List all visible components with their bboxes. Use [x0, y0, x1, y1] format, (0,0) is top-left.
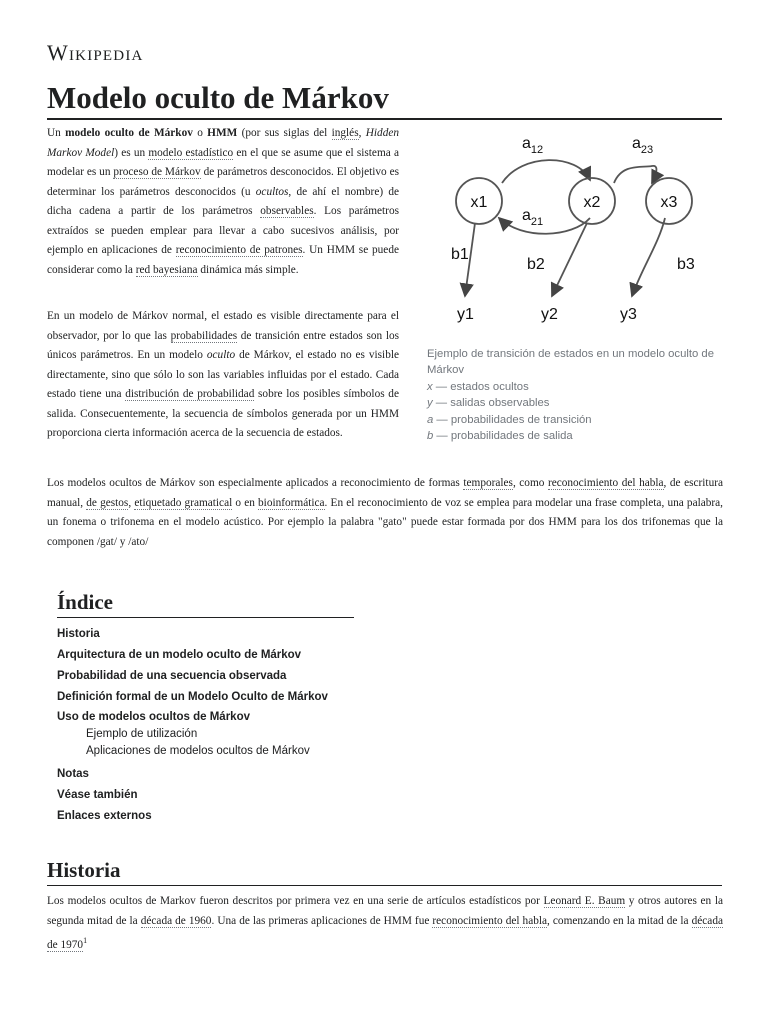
figure-caption: Ejemplo de transición de estados en un modelo oculto de Márkov x — estados ocultos y — salidas observables a — probabilidades de transición b — probabilidades de salida: [427, 346, 723, 444]
caption-item: x — estados ocultos: [427, 380, 529, 393]
transition-a21-label: $a_{21}$: [522, 207, 544, 228]
state-x1-label: x1: [470, 194, 488, 211]
transition-a23-label: $a_{23}$: [632, 135, 654, 156]
output-y3-label: y3: [620, 306, 637, 323]
reference-1[interactable]: 1: [83, 936, 88, 945]
link-reconocimiento-patrones[interactable]: reconocimiento de patrones: [175, 244, 303, 256]
link-observables[interactable]: observables: [260, 205, 314, 217]
hmm-figure: [427, 128, 723, 444]
toc-item-definicion[interactable]: Definición formal de un Modelo Oculto de Márkov: [57, 691, 328, 703]
link-decada-1960[interactable]: década de 1960: [140, 914, 212, 927]
link-temporales[interactable]: temporales: [463, 477, 513, 489]
second-paragraph: En un modelo de Márkov normal, el estado es visible directamente para el observador, por lo que las probabilidades de transición entre estados son los únicos parámetros. En un modelo oculto de Márkov, el estado no es visible directamente, sino que sólo lo son las variables influidas por el estado. Cada estado tiene una distribución de probabilidad sobre los posibles símbolos de salida. Consecuentemente, la secuencia de símbolos generada por un HMM proporciona cierta información acerca de la secuencia de estados.: [47, 310, 400, 439]
toc-item-historia[interactable]: Historia: [57, 628, 100, 640]
link-proceso-markov[interactable]: proceso de Márkov: [113, 166, 201, 178]
toc-subitem-ejemplo[interactable]: Ejemplo de utilización: [86, 728, 198, 740]
toc-title: Índice: [57, 590, 354, 618]
link-modelo-estadistico[interactable]: modelo estadístico: [148, 146, 234, 159]
link-decada-1970[interactable]: década de 1970: [47, 914, 723, 951]
output-y1-label: y1: [457, 306, 474, 323]
third-paragraph: Los modelos ocultos de Márkov son especialmente aplicados a reconocimiento de formas temporales, como reconocimiento del habla, de escritura manual, de gestos, etiquetado gramatical o en bioinformática. En el reconocimiento de voz se emplea para modelar una frase completa, una palabra, un fonema o trifonema en el modelo acústico. Por ejemplo la palabra "gato" puede estar formada por dos HMM para los dos trifonemas que la componen /gat/ y /ato/: [47, 477, 723, 548]
toc-subitem-aplicaciones[interactable]: Aplicaciones de modelos ocultos de Márkov: [86, 745, 310, 757]
toc-item-uso[interactable]: Uso de modelos ocultos de Márkov: [57, 711, 250, 723]
link-leonard-baum[interactable]: Leonard E. Baum: [543, 895, 626, 907]
state-x3-label: x3: [660, 194, 678, 211]
toc-item-notas[interactable]: Notas: [57, 768, 89, 780]
intro-paragraph: Un modelo oculto de Márkov o HMM (por sus siglas del inglés, Hidden Markov Model) es un modelo estadístico en el que se asume que el sistema a modelar es un proceso de Márkov de parámetros desconocidos. El objetivo es determinar los parámetros desconocidos (u ocultos, de ahí el nombre) de dicha cadena a partir de los parámetros observables. Los parámetros extraídos se pueden emplear para llevar a cabo sucesivos análisis, por ejemplo en aplicaciones de reconocimiento de patrones. Un HMM se puede considerar como la red bayesiana dinámica más simple.: [47, 127, 400, 276]
link-etiquetado-gramatical[interactable]: etiquetado gramatical: [134, 496, 233, 509]
toc-item-probabilidad[interactable]: Probabilidad de una secuencia observada: [57, 670, 287, 682]
link-bioinformatica[interactable]: bioinformática: [258, 496, 325, 509]
link-ingles[interactable]: inglés: [331, 127, 359, 139]
hmm-diagram[interactable]: [427, 128, 723, 338]
caption-item: b — probabilidades de salida: [427, 430, 573, 443]
link-reconocimiento-habla[interactable]: reconocimiento del habla: [547, 477, 664, 489]
emission-b2-label: b2: [527, 256, 545, 273]
abbr-bold: HMM: [207, 127, 238, 139]
link-distribucion-probabilidad[interactable]: distribución de probabilidad: [125, 388, 255, 400]
term-bold: modelo oculto de Márkov: [65, 127, 193, 139]
toc-item-vease[interactable]: Véase también: [57, 789, 138, 801]
section-heading-historia: Historia: [47, 856, 722, 886]
caption-item: y — salidas observables: [427, 397, 550, 410]
link-probabilidades[interactable]: probabilidades: [170, 329, 238, 342]
toc-item-arquitectura[interactable]: Arquitectura de un modelo oculto de Márkov: [57, 649, 302, 661]
caption-item: a — probabilidades de transición: [427, 413, 592, 426]
toc-item-enlaces[interactable]: Enlaces externos: [57, 810, 152, 822]
state-x2-label: x2: [583, 194, 601, 211]
page-title: Modelo oculto de Márkov: [47, 80, 722, 120]
link-gestos[interactable]: de gestos: [86, 496, 129, 509]
link-red-bayesiana[interactable]: red bayesiana: [135, 263, 198, 276]
emission-b3-label: b3: [677, 256, 695, 273]
historia-paragraph: Los modelos ocultos de Markov fueron descritos por primera vez en una serie de artículos estadísticos por Leonard E. Baum y otros autores en la segunda mitad de la década de 1960. Una de las primeras aplicaciones de HMM fue reconocimiento del habla, comenzando en la mitad de la década de 1970$^1$: [47, 895, 723, 951]
transition-a12-label: $a_{12}$: [522, 135, 544, 156]
table-of-contents: [57, 590, 357, 827]
link-reconocimiento-habla-2[interactable]: reconocimiento del habla: [432, 914, 548, 927]
emission-b1-label: b1: [451, 246, 469, 263]
output-y2-label: y2: [541, 306, 558, 323]
wikipedia-logo[interactable]: Wikipedia: [47, 40, 144, 65]
